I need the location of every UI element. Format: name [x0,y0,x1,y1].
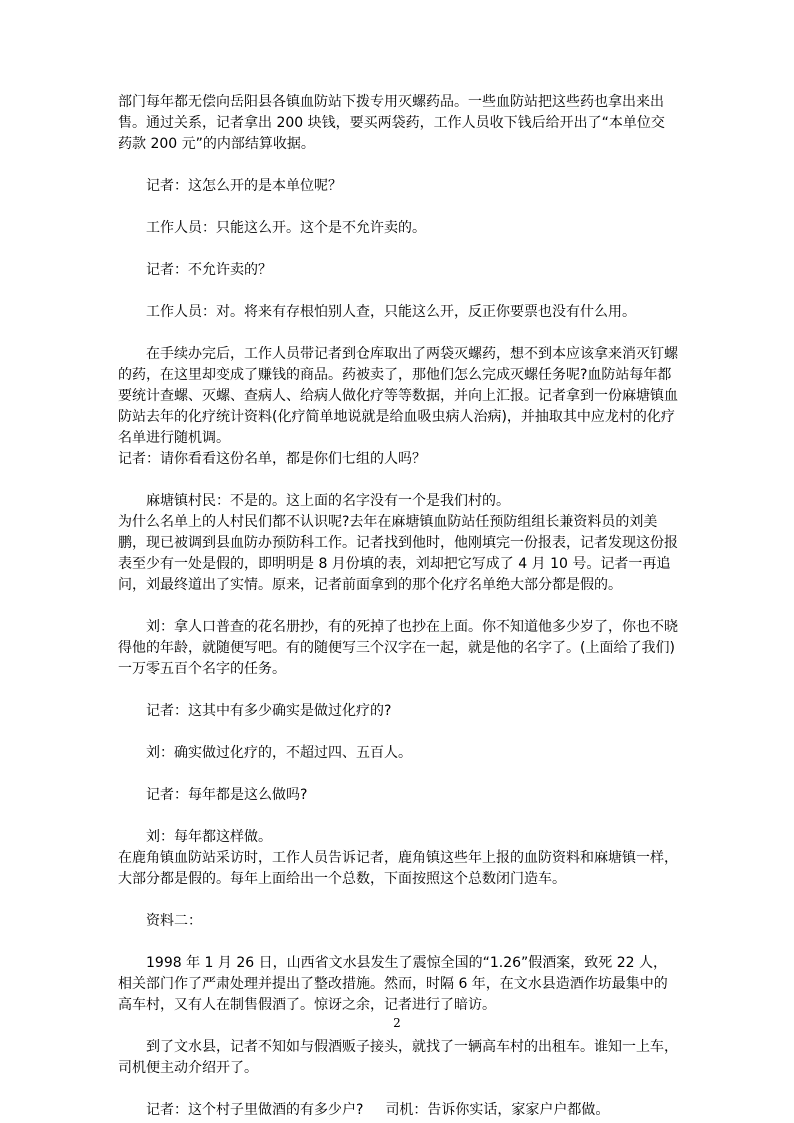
paragraph-13: 记者：每年都是这么做吗? [146,787,308,803]
paragraph-5: 工作人员：对。将来有存根怕别人查，只能这么开，反正你要票也没有什么用。 [146,304,636,320]
paragraph-19 [118,1100,678,1121]
paragraph-10: 刘：拿人口普查的花名册抄，有的死掉了也抄在上面。你不知道他多少岁了，你也不晓得他的年龄，就随便写吧。有的随便写三个汉字在一起，就是他的名字了。(上面给了我们)一万零五百个名字的任务。 [118,619,678,677]
paragraph-15: 在鹿角镇血防站采访时，工作人员告诉记者，鹿角镇这些年上报的血防资料和麻塘镇一样，大部分都是假的。每年上面给出一个总数，下面按照这个总数闭门造车。 [118,850,678,887]
paragraph-16: 资料二： [146,913,202,929]
paragraph-12: 刘：确实做过化疗的，不超过四、五百人。 [146,745,412,761]
page-number: 2 [393,1016,401,1030]
paragraph-2: 记者：这怎么开的是本单位呢？ [146,178,342,194]
document-body [118,92,678,1121]
paragraph-7: 记者：请你看看这份名单，都是你们七组的人吗？ [118,451,426,467]
dialogue-answer: 司机：告诉你实话，家家户户都做。 [385,1102,610,1118]
paragraph-14: 刘：每年都这样做。 [146,829,272,845]
dialogue-question: 记者：这个村子里做酒的有多少户? [146,1102,364,1118]
paragraph-9: 为什么名单上的人村民们都不认识呢?去年在麻塘镇血防站任预防组组长兼资料员的刘美鹏，现已被调到县血防办预防科工作。记者找到他时，他刚填完一份报表，记者发现这份报表至少有一处是假的，即明明是 8 月份填的表，刘却把它写成了 4 月 10 号。记者一再追问，刘最终道出了实情。原来，记者前面拿到的那个化疗名单绝大部分都是假的。 [118,514,678,593]
paragraph-11: 记者：这其中有多少确实是做过化疗的? [146,703,392,719]
paragraph-4: 记者：不允许卖的？ [146,262,272,278]
paragraph-8: 麻塘镇村民：不是的。这上面的名字没有一个是我们村的。 [146,493,510,509]
paragraph-3: 工作人员：只能这么开。这个是不允许卖的。 [146,220,426,236]
paragraph-1: 部门每年都无偿向岳阳县各镇血防站下拨专用灭螺药品。一些血防站把这些药也拿出来出售。通过关系，记者拿出 200 块钱，要买两袋药，工作人员收下钱后给开出了“本单位交药款 200 元”的内部结算收据。 [118,94,665,152]
paragraph-6: 在手续办完后，工作人员带记者到仓库取出了两袋灭螺药，想不到本应该拿来消灭钉螺的药，在这里却变成了赚钱的商品。药被卖了，那他们怎么完成灭螺任务呢?血防站每年都要统计查螺、灭螺、查病人、给病人做化疗等等数据，并向上汇报。记者拿到一份麻塘镇血防站去年的化疗统计资料(化疗简单地说就是给血吸虫病人治病)，并抽取其中应龙村的化疗名单进行随机调。 [118,346,678,446]
paragraph-17: 1998 年 1 月 26 日，山西省文水县发生了震惊全国的“1.26”假酒案，致死 22 人，相关部门作了严肃处理并提出了整改措施。然而，时隔 6 年，在文水县造酒作坊最集中的高车村，又有人在制售假酒了。惊讶之余，记者进行了暗访。 [118,955,668,1013]
paragraph-18: 到了文水县，记者不知如与假酒贩子接头，就找了一辆高车村的出租车。谁知一上车，司机便主动介绍开了。 [118,1039,678,1076]
